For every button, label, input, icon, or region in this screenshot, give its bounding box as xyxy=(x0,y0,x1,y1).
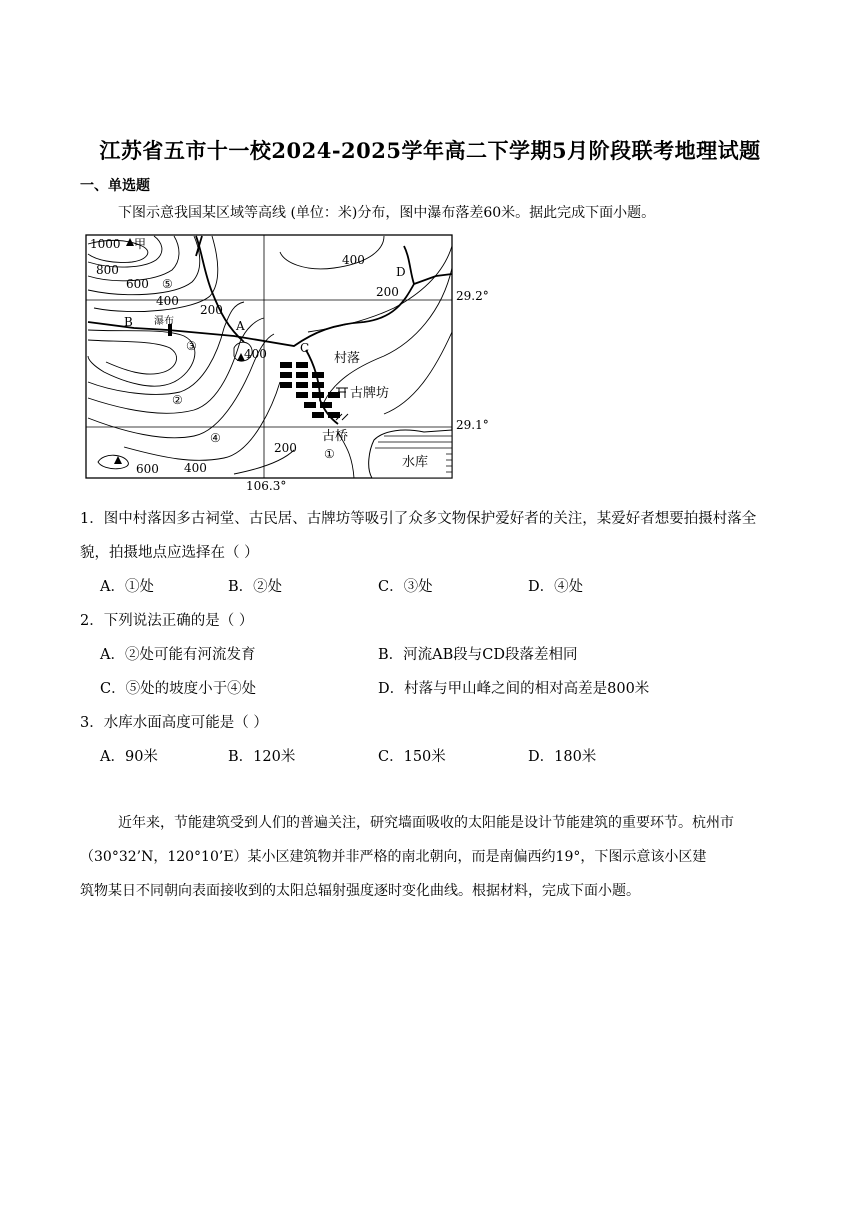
map-contour-label: 400 xyxy=(184,461,207,475)
map-village-label: 村落 xyxy=(334,351,361,366)
q1-stem-line2: 貌，拍摄地点应选择在（ ） xyxy=(80,545,259,561)
map-letter-a: A xyxy=(236,319,245,333)
peak-triangle-icons xyxy=(114,238,245,464)
map-point-2: ② xyxy=(172,393,183,407)
q3-stem: 3．水库水面高度可能是（ ） xyxy=(80,715,268,731)
q1-stem-line1: 1．图中村落因多古祠堂、古民居、古牌坊等吸引了众多文物保护爱好者的关注，某爱好者想要拍摄村落全 xyxy=(80,511,757,527)
q2-stem: 2．下列说法正确的是（ ） xyxy=(80,613,254,629)
intro-paragraph-2-line3: 筑物某日不同朝向表面接收到的太阳总辐射强度逐时变化曲线。根据材料，完成下面小题。 xyxy=(80,883,640,899)
map-latitude-label: 29.2° xyxy=(456,289,489,303)
q3-option-c[interactable]: C．150米 xyxy=(378,749,446,765)
map-contour-label: 600 xyxy=(136,462,159,476)
page-title: 江苏省五市十一校2024-2025学年高二下学期5月阶段联考地理试题 xyxy=(99,138,761,163)
map-contour-label: 400 xyxy=(156,294,179,308)
q3-option-a[interactable]: A．90米 xyxy=(100,749,158,765)
q2-option-d[interactable]: D．村落与甲山峰之间的相对高差是800米 xyxy=(378,681,650,697)
map-archway-label: 古牌坊 xyxy=(350,386,390,401)
map-contour-label: 400 xyxy=(244,347,267,361)
q2-option-c[interactable]: C．⑤处的坡度小于④处 xyxy=(100,681,257,697)
q3-option-b[interactable]: B．120米 xyxy=(228,749,296,765)
map-point-1: ① xyxy=(324,447,335,461)
village-blocks xyxy=(280,362,340,418)
map-contour-label: 200 xyxy=(376,285,399,299)
q1-option-b[interactable]: B．②处 xyxy=(228,579,283,595)
reservoir-area xyxy=(369,430,452,478)
q2-option-a[interactable]: A．②处可能有河流发育 xyxy=(100,647,256,663)
map-peak-elevation: 1000 xyxy=(90,237,121,251)
map-letter-c: C xyxy=(300,341,310,355)
section-heading: 一、单选题 xyxy=(80,178,150,194)
map-longitude-label: 106.3° xyxy=(246,479,287,493)
map-contour-label: 600 xyxy=(126,277,149,291)
map-point-5: ⑤ xyxy=(162,277,173,291)
map-peak-name: 甲 xyxy=(134,237,147,251)
intro-paragraph-2-line1: 近年来，节能建筑受到人们的普遍关注，研究墙面吸收的太阳能是设计节能建筑的重要环节。杭州市 xyxy=(118,815,734,831)
map-bridge-label: 古桥 xyxy=(322,429,349,444)
map-waterfall-label: 瀑布 xyxy=(154,316,174,327)
map-contour-label: 200 xyxy=(274,441,297,455)
q1-option-d[interactable]: D．④处 xyxy=(528,579,584,595)
map-point-4: ④ xyxy=(210,431,221,445)
q1-option-a[interactable]: A．①处 xyxy=(100,579,154,595)
intro-paragraph-1: 下图示意我国某区域等高线 (单位：米)分布，图中瀑布落差60米。据此完成下面小题。 xyxy=(118,205,656,221)
q3-option-d[interactable]: D．180米 xyxy=(528,749,597,765)
map-contour-label: 200 xyxy=(200,303,223,317)
map-contour-label: 400 xyxy=(342,253,365,267)
map-reservoir-label: 水库 xyxy=(402,455,429,470)
q2-option-b[interactable]: B．河流AB段与CD段落差相同 xyxy=(378,647,578,663)
map-latitude-label: 29.1° xyxy=(456,418,489,432)
map-contour-label: 800 xyxy=(96,263,119,277)
map-letter-b: B xyxy=(124,315,133,329)
map-point-3: ③ xyxy=(186,339,197,353)
intro-paragraph-2-line2: （30°32’N，120°10’E）某小区建筑物并非严格的南北朝向，而是南偏西约19°，下图示意该小区建 xyxy=(80,849,707,865)
contour-map xyxy=(84,232,494,494)
map-letter-d: D xyxy=(396,265,406,279)
q1-option-c[interactable]: C．③处 xyxy=(378,579,433,595)
